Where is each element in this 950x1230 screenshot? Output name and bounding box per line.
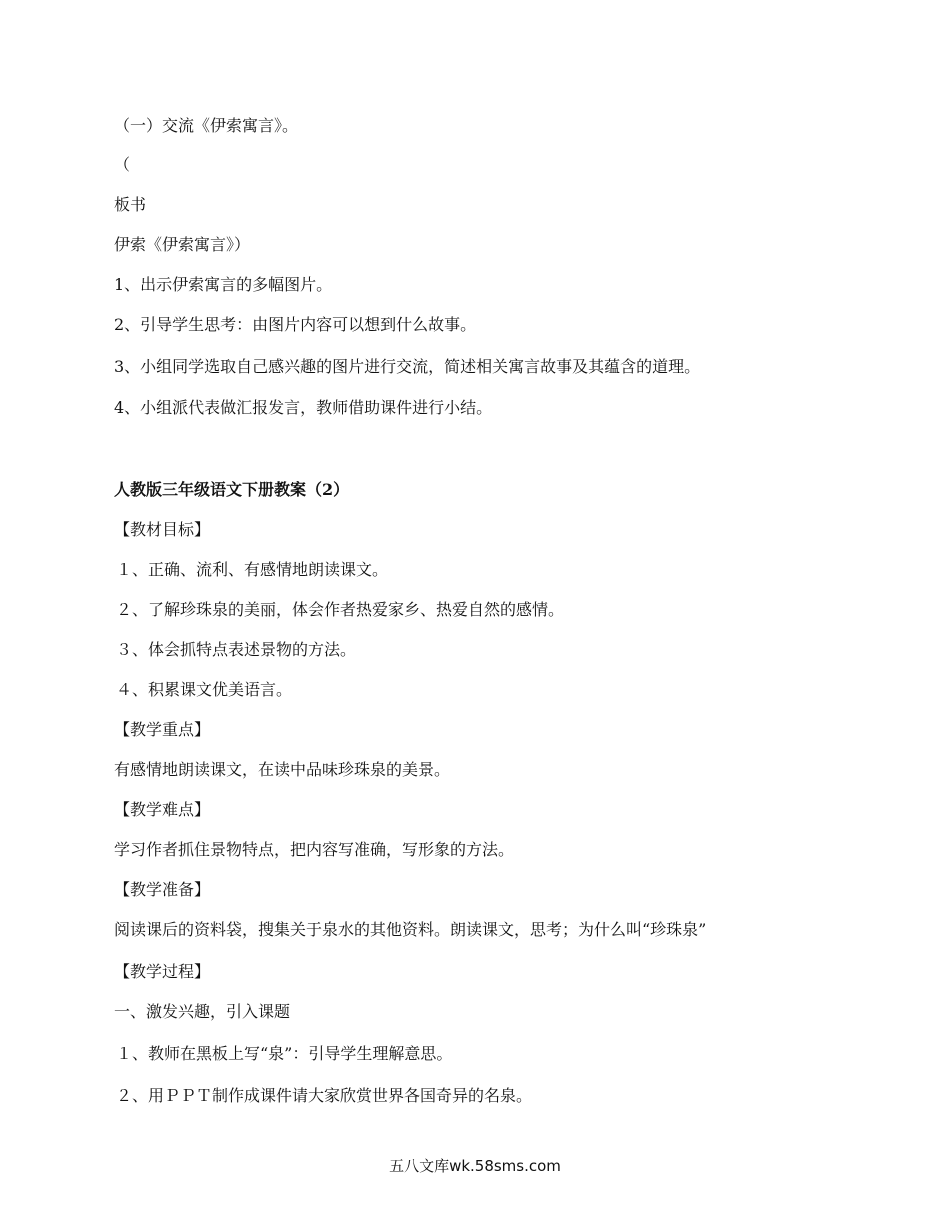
prep-header: 【教学准备】 [114, 880, 211, 899]
process-step: １、教师在黑板上写“泉”：引导学生理解意思。 [116, 1044, 453, 1063]
focus-text: 有感情地朗读课文，在读中品味珍珠泉的美景。 [114, 760, 451, 779]
objective-item: ３、体会抓特点表述景物的方法。 [116, 640, 357, 659]
objectives-header: 【教材目标】 [114, 520, 211, 539]
objective-item: ４、积累课文优美语言。 [116, 680, 293, 699]
process-step: ２、用ＰＰＴ制作成课件请大家欣赏世界各国奇异的名泉。 [116, 1086, 533, 1105]
open-paren: （ [114, 155, 131, 174]
step-item: 1、出示伊索寓言的多幅图片。 [114, 275, 333, 294]
focus-header: 【教学重点】 [114, 720, 211, 739]
process-intro: 一、激发兴趣，引入课题 [114, 1002, 291, 1021]
step-item: 4、小组派代表做汇报发言，教师借助课件进行小结。 [114, 398, 493, 417]
objective-item: １、正确、流利、有感情地朗读课文。 [116, 560, 389, 579]
lesson-title: 人教版三年级语文下册教案（2） [114, 480, 350, 499]
board-label: 板书 [114, 195, 147, 214]
step-item: 3、小组同学选取自己感兴趣的图片进行交流，简述相关寓言故事及其蕴含的道理。 [114, 357, 701, 376]
prep-text: 阅读课后的资料袋，搜集关于泉水的其他资料。朗读课文，思考；为什么叫“珍珠泉” [114, 920, 707, 939]
step-item: 2、引导学生思考：由图片内容可以想到什么故事。 [114, 315, 477, 334]
difficulty-header: 【教学难点】 [114, 800, 211, 819]
page-footer: 五八文库wk.58sms.com [389, 1157, 561, 1175]
section-heading: （一）交流《伊索寓言》。 [114, 116, 299, 135]
objective-item: ２、了解珍珠泉的美丽，体会作者热爱家乡、热爱自然的感情。 [116, 600, 565, 619]
difficulty-text: 学习作者抓住景物特点，把内容写准确，写形象的方法。 [114, 840, 515, 859]
process-header: 【教学过程】 [114, 962, 211, 981]
board-text: 伊索《伊索寓言》） [114, 235, 251, 254]
